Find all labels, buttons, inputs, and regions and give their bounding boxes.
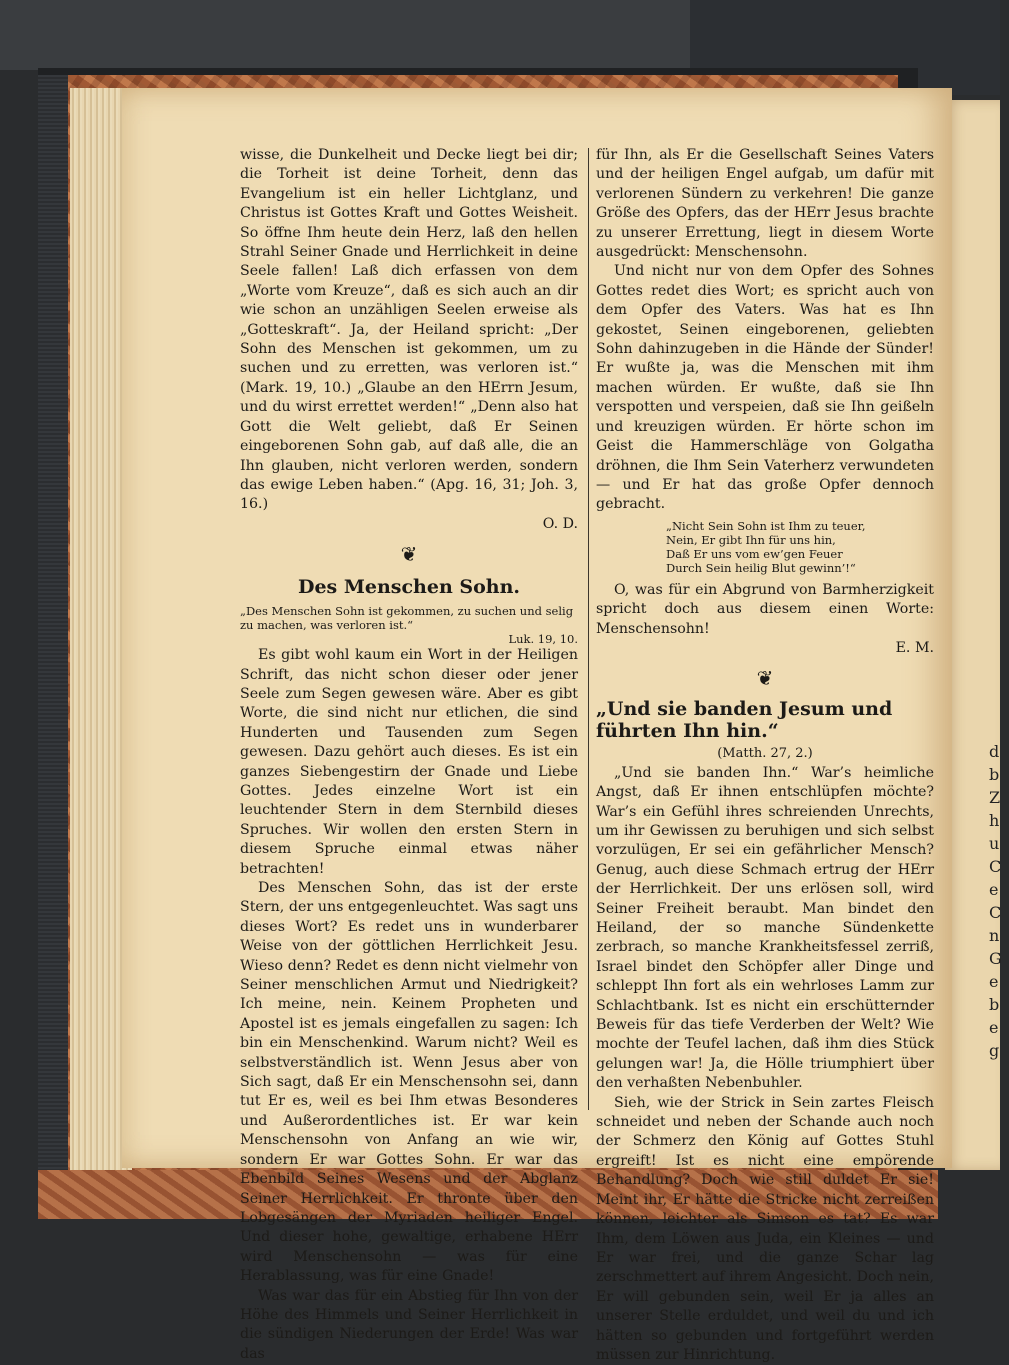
poem-line: Durch Sein heilig Blut gewinn’!“ — [666, 560, 856, 575]
next-page-edge — [945, 100, 1000, 1170]
poem — [666, 519, 934, 575]
paragraph: „Und sie banden Ihn.“ War’s heimliche Angst, daß Er ihnen entschlüpfen möchte? War’s ein Gefühl ihres schreienden Unrechts, um ihr Gewissen zu beruhigen und sich selbst vorzulügen, Er sei ein gefährlicher Mensch? Genug, auch diese Schmach ertrug der HErr der Herrlichkeit. Der uns erlösen soll, wird Seiner Freiheit beraubt. Man bindet den Heiland, der so manche Sündenkette zerbrach, so manche Krankheitsfessel zerriß, Israel bindet den Schöpfer aller Dinge und schleppt Ihn fort als ein wehrloses Lamm zur Schlachtbank. Ist es nicht ein erschütternder Beweis für das tiefe Verderben der Welt? Wie mochte der Teufel lachen, daß ihm dies Stück gelungen war! Ja, die Hölle triumphiert über den verhaßten Nebenbuhler. — [596, 764, 934, 1092]
ornament-icon: ❦ — [400, 542, 418, 567]
next-page-text: d b Z h u C e C n G e b e g — [989, 742, 1002, 1060]
ornament-icon: ❦ — [756, 666, 774, 691]
paragraph: für Ihn, als Er die Gesellschaft Seines Vaters und der heiligen Engel aufgab, um dafür mit verlorenen Sündern zu verkehren! Die ganze Größe des Opfers, das der HErr Jesus brachte zu unserer Errettung, liegt in diesem Worte ausgedrückt: Menschensohn. — [596, 147, 934, 261]
binding-cloth — [38, 75, 68, 1219]
poem-line: Daß Er uns vom ew’gen Feuer — [666, 546, 843, 561]
poem-line: Nein, Er gibt Ihn für uns hin, — [666, 532, 836, 547]
paragraph: Sieh, wie der Strick in Sein zartes Fleisch schneidet und neben der Schande auch noch der Schmerz den König auf Gottes Stuhl ergreift! Ist es nicht eine empörende Behandlung? Doch wie still duldet Er sie! Meint ihr, Er hätte die Stricke nicht zerreißen können, leichter als Simson es tat? Es war Ihm, dem Löwen aus Juda, ein Kleines — und Er war frei, und die ganze Schar lag zerschmettert auf ihrem Angesicht. Doch nein, Er will gebunden sein, weil Er ja alles an unserer Stelle erduldet, und weil du und ich hätten so gebunden und fortgeführt werden müssen zur Hinrichtung. — [596, 1094, 934, 1363]
paragraph: wisse, die Dunkelheit und Decke liegt bei dir; die Torheit ist deine Torheit, denn das Evangelium ist ein heller Lichtglanz, und Christus ist Gottes Kraft und Gottes Weisheit. So öffne Ihm heute dein Herz, laß den hellen Strahl Seiner Gnade und Herrlichkeit in deine Seele fallen! Laß dich erfassen von dem „Worte vom Kreuze“, daß es sich auch an dir wie schon an unzähligen Seelen erweise als „Gotteskraft“. Ja, der Heiland spricht: „Der Sohn des Menschen ist gekommen, um zu suchen und zu erretten, was verloren ist.“ (Mark. 19, 10.) „Glaube an den HErrn Jesum, und du wirst errettet werden!“ „Denn also hat Gott die Welt geliebt, daß Er Seinen eingeborenen Sohn gab, auf daß alle, die an Ihn glauben, nicht verloren werden, sondern das ewige Leben haben.“ (Apg. 16, 31; Joh. 3, 16.) — [240, 147, 578, 513]
paragraph: Was war das für ein Abstieg für Ihn von der Höhe des Himmels und Seiner Herrlichkeit in die sündigen Niederungen der Erde! Was war das — [240, 1287, 578, 1362]
left-column — [240, 146, 578, 1364]
signature: E. M. — [895, 639, 934, 656]
paragraph: Es gibt wohl kaum ein Wort in der Heiligen Schrift, das nicht schon dieser oder jener Seele zum Segen gewesen wäre. Aber es gibt Worte, die sind nicht nur etlichen, die sind Hunderten und Tausenden zum Segen gewesen. Dazu gehört auch dieses. Es ist ein ganzes Siebengestirn der Gnade und Liebe Gottes. Jedes einzelne Wort ist ein leuchtender Stern in dem Sternbild dieses Spruches. Wir wollen den ersten Stern in diesem Spruche einmal etwas näher betrachten! — [240, 647, 578, 877]
paragraph: Des Menschen Sohn, das ist der erste Stern, der uns entgegenleuchtet. Was sagt uns dieses Wort? Es redet uns in wunderbarer Weise von der göttlichen Herrlichkeit Jesu. Wieso denn? Redet es denn nicht vielmehr von Seiner menschlichen Armut und Niedrigkeit? Ich meine, nein. Keinem Propheten und Apostel ist es jemals eingefallen zu sagen: Ich bin ein Menschenkind. Warum nicht? Weil es selbstverständlich ist. Wenn Jesus aber von Sich sagt, daß Er ein Menschensohn sei, dann tut Er es, weil es bei Ihm etwas Besonderes und Außerordentliches ist. Er war kein Menschensohn von Anfang an wie wir, sondern Er war Gottes Sohn. Er war das Ebenbild Seines Wesens und der Abglanz Seiner Herrlichkeit. Er thronte über den Lobgesängen der Myriaden heiliger Engel. Und dieser hohe, gewaltige, erhabene HErr wird Menschensohn — was für eine Herablassung, was für eine Gnade! — [240, 880, 578, 1285]
paragraph: O, was für ein Abgrund von Barmherzigkeit spricht doch aus diesem einen Worte: Menschensohn! — [596, 581, 934, 637]
signature: O. D. — [542, 515, 578, 532]
motto-quote: „Des Menschen Sohn ist gekommen, zu suchen und selig zu machen, was verloren ist.“ — [240, 604, 574, 633]
column-divider — [588, 148, 589, 1110]
right-column — [596, 146, 934, 1365]
article-title: Des Menschen Sohn. — [297, 576, 521, 599]
motto-reference: Luk. 19, 10. — [508, 632, 578, 647]
article-title: „Und sie banden Jesum und führten Ihn hin.“ — [596, 698, 893, 743]
paragraph: Und nicht nur von dem Opfer des Sohnes Gottes redet dies Wort; es spricht auch von dem Opfer des Vaters. Was hat es Ihn gekostet, Seinen eingeborenen, geliebten Sohn dahinzugeben in die Hände der Sünder! Er wußte ja, was die Menschen mit ihm machen würden. Er wußte, daß sie Ihn verspotten und verspeien, daß sie Ihn geißeln und kreuzigen würden. Er hörte schon im Geist die Hammerschläge von Golgatha dröhnen, die Ihm Sein Vaterherz verwundeten — und Er hat das große Opfer dennoch gebracht. — [596, 263, 934, 513]
bible-reference: (Matth. 27, 2.) — [717, 746, 813, 762]
poem-line: „Nicht Sein Sohn ist Ihm zu teuer, — [666, 518, 866, 533]
